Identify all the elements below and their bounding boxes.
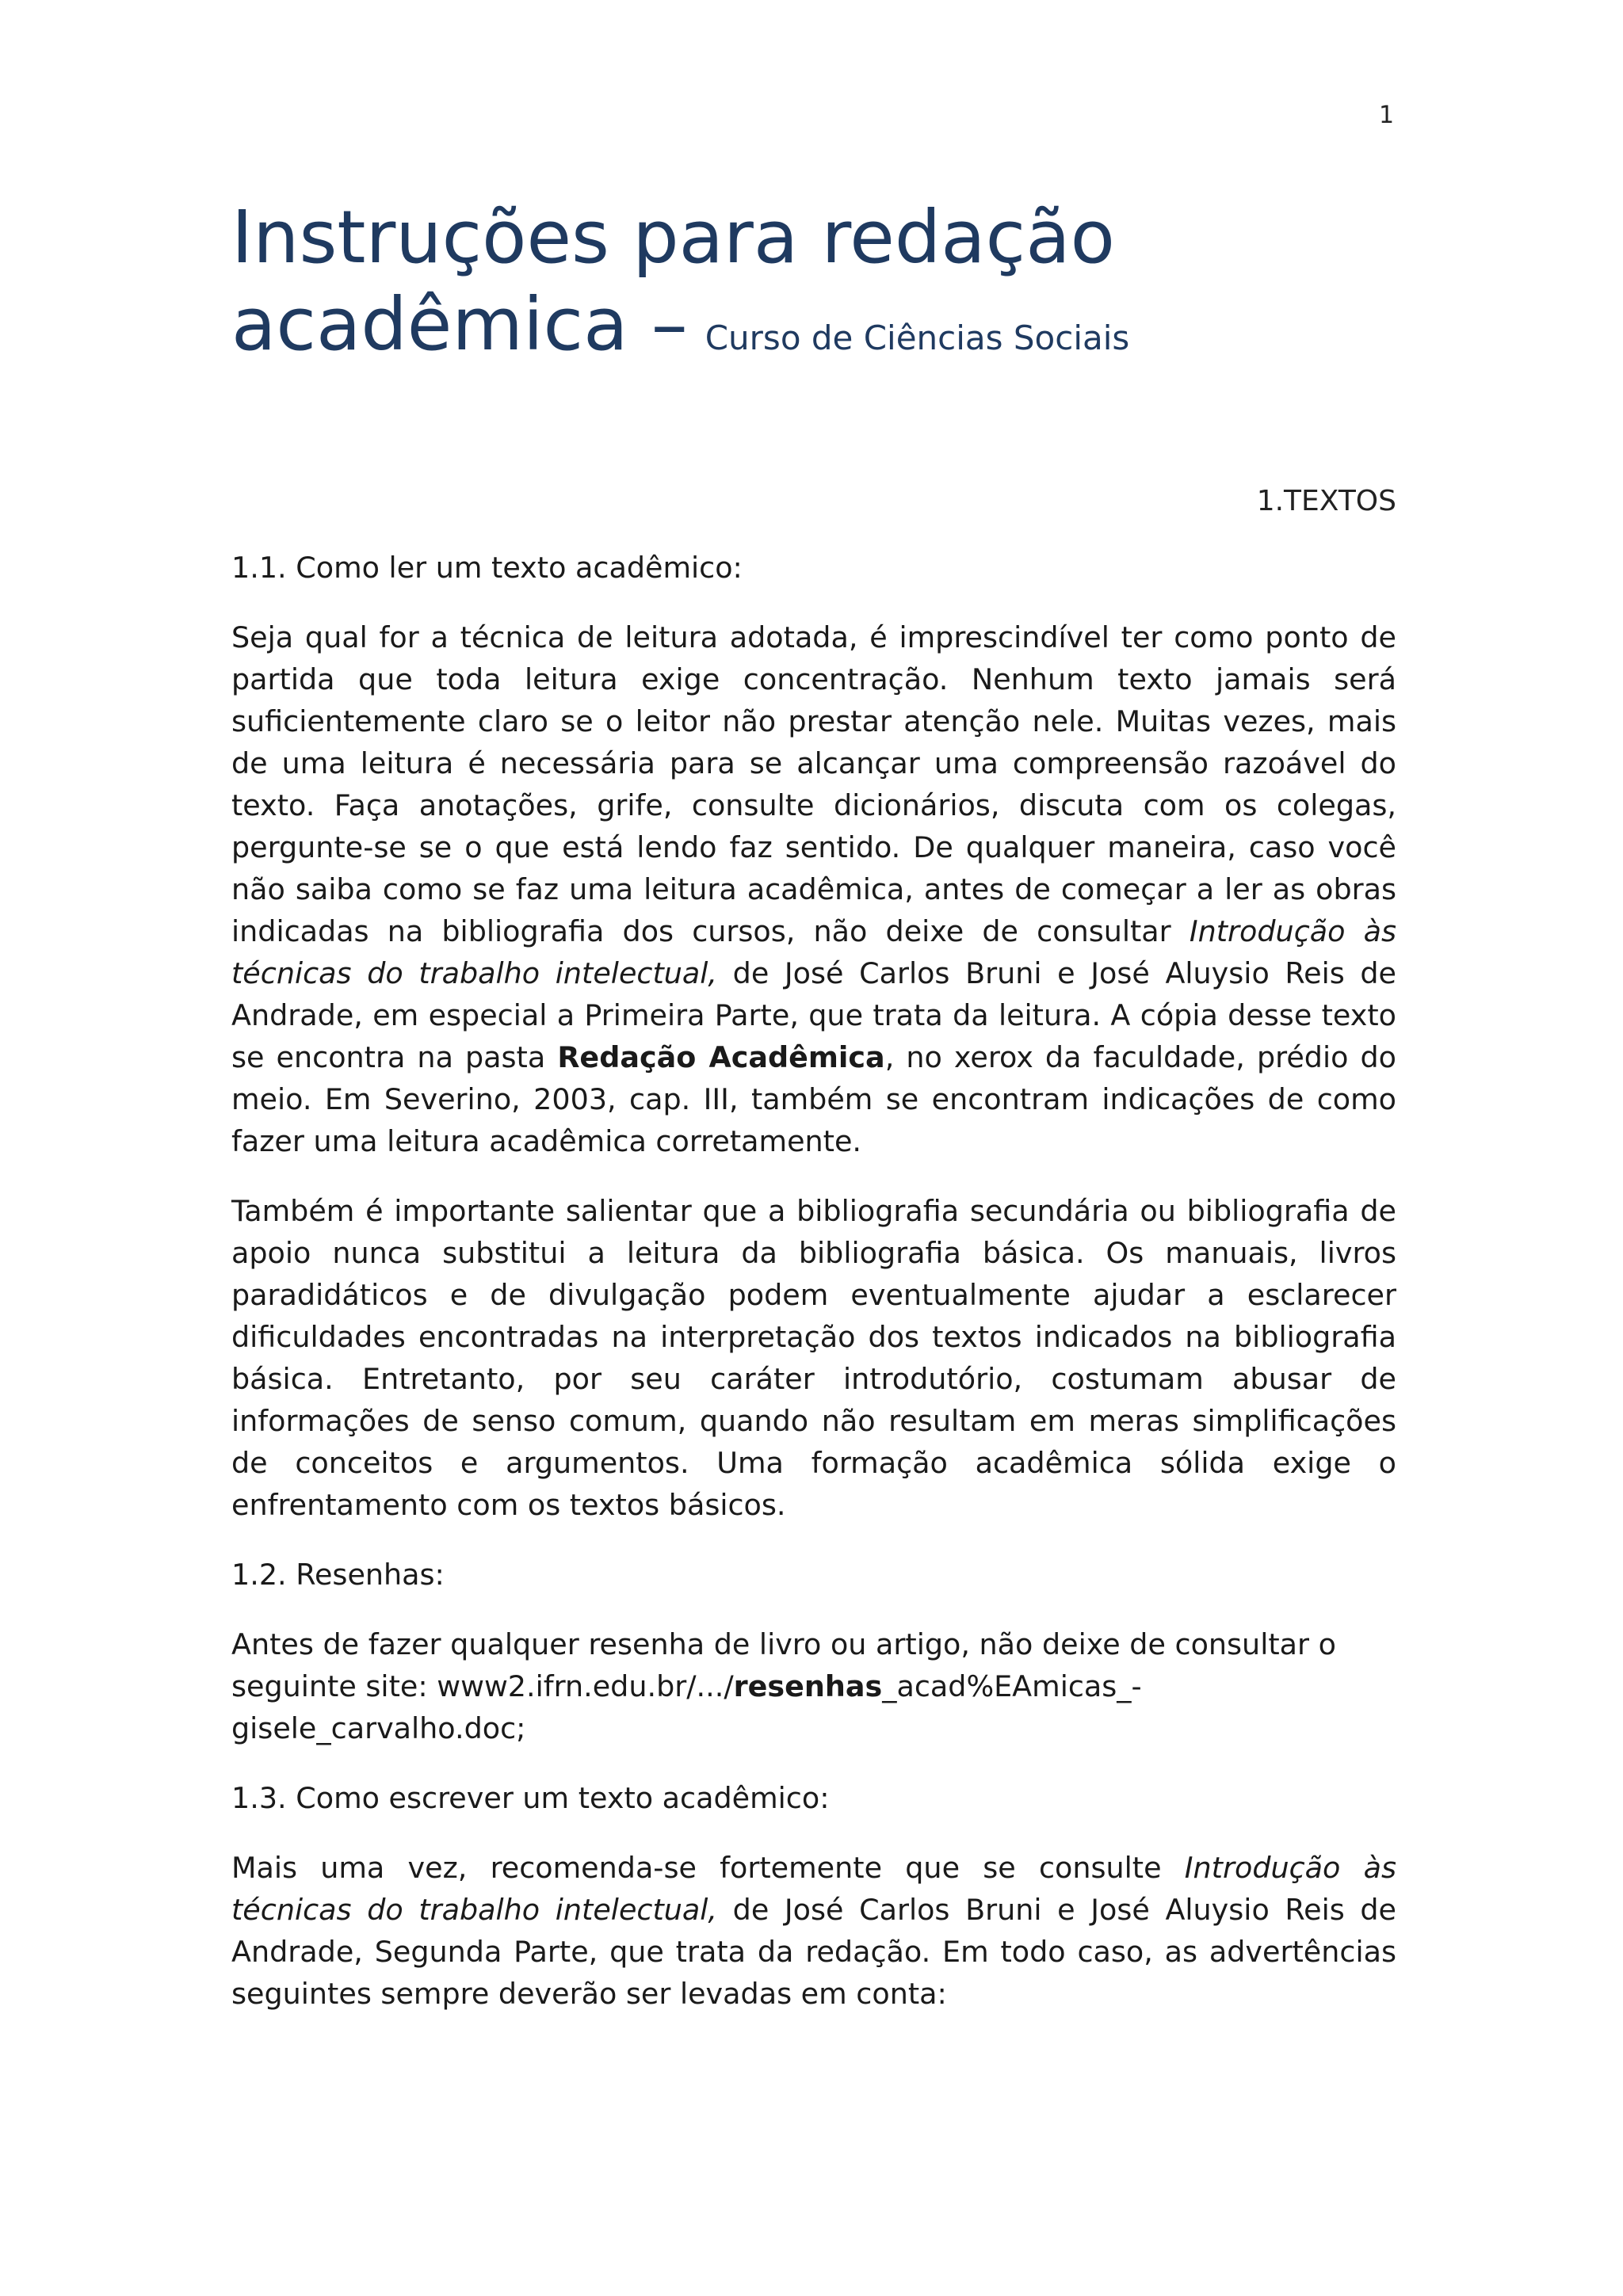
- subsection-heading-1-2: 1.2. Resenhas:: [231, 1558, 445, 1592]
- title-line-1: Instruções para redação: [231, 195, 1115, 280]
- paragraph-reviews: [231, 1623, 1396, 1749]
- document-body: [231, 547, 1396, 2042]
- title-subtitle: Curso de Ciências Sociais: [705, 318, 1130, 357]
- reviews-link-bold: resenhas: [733, 1669, 883, 1703]
- paragraph-reading-part-c: , no xerox da faculdade, prédio do meio. Em Severino, 2003, cap. III, também se encontram indicações de como fazer uma leitura acadêmica corretamente.: [231, 1040, 1396, 1158]
- paragraph-reading-part-b: de José Carlos Bruni e José Aluysio Reis de Andrade, em especial a Primeira Parte, que trata da leitura. A cópia desse texto se encontra na pasta: [231, 956, 1396, 1074]
- book-title-italic-2: Introdução às técnicas do trabalho intelectual,: [231, 1851, 1396, 1927]
- paragraph-writing: [231, 1847, 1396, 2015]
- paragraph-reading: [231, 616, 1396, 1162]
- paragraph-bibliography: Também é importante salientar que a bibliografia secundária ou bibliografia de apoio nunca substitui a leitura da bibliografia básica. Os manuais, livros paradidáticos e de divulgação podem eventualmente ajudar a esclarecer dificuldades encontradas na interpretação dos textos indicados na bibliografia básica. Entretanto, por seu caráter introdutório, costumam abusar de informações de senso comum, quando não resultam em meras simplificações de conceitos e argumentos. Uma formação acadêmica sólida exige o enfrentamento com os textos básicos.: [231, 1194, 1396, 1522]
- page-number: 1: [1379, 101, 1395, 129]
- title-line-2: [231, 281, 1396, 382]
- folder-name-bold: Redação Acadêmica: [557, 1040, 885, 1074]
- subsection-heading-1-1: 1.1. Como ler um texto acadêmico:: [231, 551, 743, 585]
- title-line-2-text: acadêmica –: [231, 282, 688, 367]
- paragraph-writing-part-a: Mais uma vez, recomenda-se fortemente que se consulte: [231, 1851, 1185, 1885]
- paragraph-reviews-part-b: _acad%EAmicas_-gisele_carvalho.doc;: [231, 1669, 1142, 1745]
- paragraph-writing-part-b: de José Carlos Bruni e José Aluysio Reis de Andrade, Segunda Parte, que trata da redação. Em todo caso, as advertências seguintes sempre deverão ser levadas em conta:: [231, 1893, 1396, 2011]
- document-title: [231, 194, 1396, 382]
- subsection-heading-1-3: 1.3. Como escrever um texto acadêmico:: [231, 1781, 830, 1815]
- paragraph-reviews-part-a: Antes de fazer qualquer resenha de livro ou artigo, não deixe de consultar o seguinte site: www2.ifrn.edu.br/.../: [231, 1627, 1336, 1703]
- book-title-italic: Introdução às técnicas do trabalho intelectual,: [231, 914, 1396, 990]
- section-heading: 1.TEXTOS: [1256, 485, 1396, 517]
- paragraph-reading-part-a: Seja qual for a técnica de leitura adotada, é imprescindível ter como ponto de partida que toda leitura exige concentração. Nenhum texto jamais será suficientemente claro se o leitor não prestar atenção nele. Muitas vezes, mais de uma leitura é necessária para se alcançar uma compreensão razoável do texto. Faça anotações, grife, consulte dicionários, discuta com os colegas, pergunte-se se o que está lendo faz sentido. De qualquer maneira, caso você não saiba como se faz uma leitura acadêmica, antes de começar a ler as obras indicadas na bibliografia dos cursos, não deixe de consultar: [231, 620, 1396, 948]
